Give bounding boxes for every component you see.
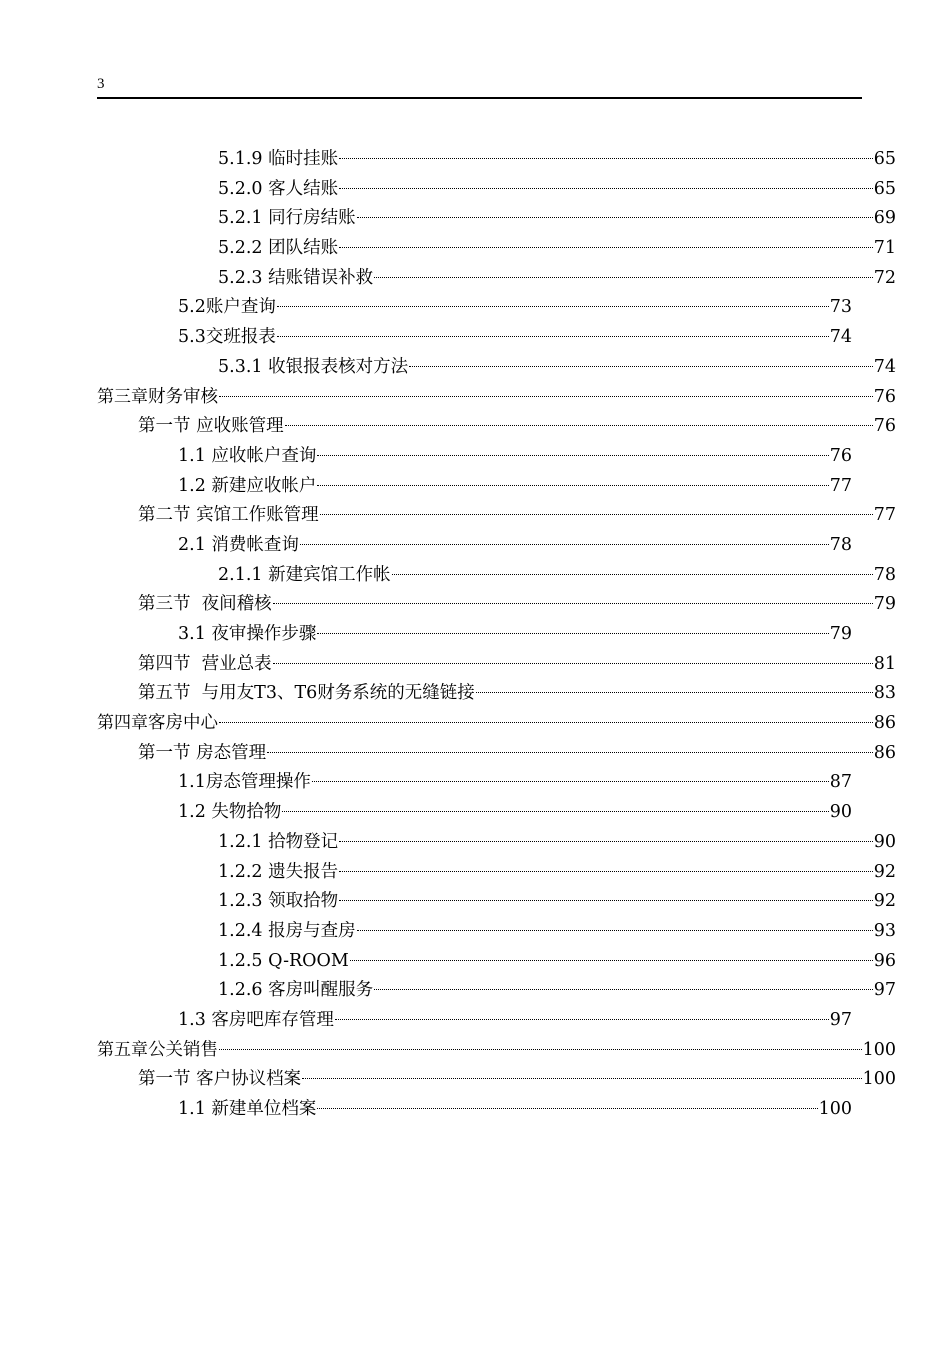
toc-entry-title: 遗失报告 [268, 861, 339, 882]
toc-entry-title: 同行房结账 [268, 208, 356, 229]
toc-entry-number: 1.1 [178, 1099, 212, 1119]
toc-entry-title: 消费帐查询 [211, 534, 299, 555]
dot-leader [339, 247, 873, 248]
toc-entry-title: 财务审核 [148, 386, 218, 407]
toc-entry-number: 5.2.1 [218, 208, 269, 229]
toc-entry[interactable] [218, 947, 896, 977]
toc-entry-title: 新建单位档案 [211, 1099, 317, 1119]
dot-leader [219, 722, 873, 723]
toc-entry-page: 69 [873, 208, 896, 229]
toc-entry-number: 第四节 [138, 653, 202, 674]
toc-entry-title: Q-ROOM [268, 950, 349, 971]
toc-entry[interactable] [218, 204, 896, 234]
toc-entry-page: 77 [873, 505, 896, 526]
toc-entry-title: 客人结账 [268, 178, 339, 199]
page-number: 3 [97, 76, 105, 92]
toc-entry-page: 74 [873, 356, 896, 377]
toc-entry-title: 客户协议档案 [196, 1069, 302, 1090]
toc-entry[interactable] [218, 234, 896, 264]
toc-entry-number: 1.2.6 [218, 980, 269, 1001]
toc-entry[interactable] [178, 472, 852, 502]
toc-entry[interactable] [218, 561, 896, 591]
toc-entry-title: 团队结账 [268, 238, 339, 259]
toc-entry-number: 第一节 [138, 742, 197, 763]
table-of-contents [0, 145, 950, 1125]
toc-entry[interactable] [138, 679, 896, 709]
dot-leader [476, 692, 873, 693]
dot-leader [374, 277, 873, 278]
toc-entry-number: 第二节 [138, 505, 197, 526]
toc-chapter-entry[interactable] [97, 709, 896, 739]
toc-entry-page: 73 [829, 297, 852, 318]
toc-entry-page: 92 [873, 891, 896, 912]
toc-entry-number: 1.2.5 [218, 950, 269, 971]
dot-leader [317, 455, 828, 456]
toc-entry-title: 客房叫醒服务 [268, 980, 374, 1001]
toc-entry[interactable] [178, 798, 852, 828]
toc-entry[interactable] [178, 620, 852, 650]
toc-entry-number: 第一节 [138, 1069, 197, 1090]
toc-entry-number: 5.3.1 [218, 356, 269, 377]
dot-leader [282, 811, 828, 812]
toc-entry-title: 拾物登记 [268, 831, 339, 852]
toc-entry[interactable] [138, 501, 896, 531]
toc-entry-page: 76 [873, 386, 896, 407]
toc-entry-page: 93 [873, 920, 896, 941]
toc-entry[interactable] [138, 590, 896, 620]
toc-entry-title: 失物拾物 [211, 802, 282, 823]
dot-leader [317, 633, 828, 634]
toc-entry-page: 97 [873, 980, 896, 1001]
toc-entry-title: 夜间稽核 [201, 594, 272, 615]
dot-leader [302, 1078, 862, 1079]
toc-entry-number: 1.2.4 [218, 920, 269, 941]
dot-leader [320, 514, 873, 515]
toc-entry-number: 1.3 [178, 1009, 212, 1030]
toc-entry-number: 1.2.2 [218, 861, 269, 882]
toc-entry-page: 87 [829, 772, 852, 793]
toc-entry[interactable] [178, 1006, 852, 1036]
toc-entry-number: 5.3 [178, 327, 206, 348]
toc-chapter-entry[interactable] [97, 1036, 896, 1066]
toc-entry[interactable] [218, 887, 896, 917]
toc-entry-page: 65 [873, 149, 896, 169]
toc-entry[interactable] [218, 353, 896, 383]
toc-entry-title: 账户查询 [205, 297, 276, 318]
dot-leader [277, 336, 829, 337]
dot-leader [339, 158, 873, 159]
toc-entry-page: 79 [873, 594, 896, 615]
toc-entry-page: 65 [873, 178, 896, 199]
toc-entry-title: 收银报表核对方法 [268, 356, 409, 377]
dot-leader [219, 1049, 862, 1050]
toc-entry-title: 结账错误补救 [268, 267, 374, 288]
toc-entry-title: 营业总表 [201, 653, 272, 674]
toc-entry-number: 1.2.1 [218, 831, 269, 852]
toc-entry-title: 客房吧库存管理 [211, 1009, 334, 1030]
toc-entry-title: 宾馆工作账管理 [196, 505, 319, 526]
toc-entry-page: 77 [829, 475, 852, 496]
dot-leader [335, 1019, 829, 1020]
toc-entry[interactable] [138, 739, 896, 769]
toc-entry-title: 房态管理操作 [205, 772, 311, 793]
toc-entry-page: 74 [829, 327, 852, 348]
toc-entry-page: 97 [829, 1009, 852, 1030]
toc-entry-title: 新建宾馆工作帐 [268, 564, 391, 585]
toc-entry[interactable] [178, 323, 852, 353]
toc-chapter-entry[interactable] [97, 383, 896, 413]
toc-entry-page: 72 [873, 267, 896, 288]
toc-entry-title: 夜审操作步骤 [211, 624, 317, 644]
toc-entry-page: 86 [873, 742, 896, 763]
toc-entry[interactable] [178, 531, 852, 561]
toc-entry[interactable] [178, 1095, 852, 1125]
toc-entry-number: 5.2.3 [218, 267, 269, 288]
toc-entry[interactable] [218, 917, 896, 947]
dot-leader [300, 544, 829, 545]
toc-entry-number: 1.2 [178, 475, 212, 496]
dot-leader [267, 752, 873, 753]
toc-entry-number: 第一节 [138, 416, 197, 437]
toc-entry-page: 96 [873, 950, 896, 971]
dot-leader [374, 989, 873, 990]
toc-entry[interactable] [218, 976, 896, 1006]
toc-entry-page: 92 [873, 861, 896, 882]
toc-entry-number: 2.1 [178, 534, 212, 555]
dot-leader [339, 900, 873, 901]
toc-entry-title: 客房中心 [148, 713, 218, 734]
toc-entry-page: 90 [873, 831, 896, 852]
dot-leader [273, 603, 873, 604]
toc-entry-number: 3.1 [178, 624, 212, 644]
header-rule [97, 97, 862, 99]
toc-entry-title: 应收帐户查询 [211, 445, 317, 466]
dot-leader [357, 930, 873, 931]
toc-entry-title: 临时挂账 [268, 149, 339, 169]
toc-entry-number: 第三章 [97, 386, 148, 407]
toc-entry[interactable] [178, 768, 852, 798]
toc-entry[interactable] [218, 858, 896, 888]
dot-leader [357, 217, 873, 218]
toc-entry-number: 第三节 [138, 594, 202, 615]
toc-entry-title: 公关销售 [148, 1039, 218, 1060]
toc-entry-number: 第五节 [138, 683, 202, 704]
toc-entry-page: 100 [862, 1069, 896, 1090]
dot-leader [219, 396, 873, 397]
dot-leader [317, 485, 828, 486]
toc-entry-page: 90 [829, 802, 852, 823]
dot-leader [350, 960, 873, 961]
toc-entry[interactable] [178, 442, 852, 472]
toc-entry[interactable] [138, 650, 896, 680]
toc-entry-page: 76 [873, 416, 896, 437]
dot-leader [409, 366, 873, 367]
toc-entry[interactable] [218, 175, 896, 205]
toc-entry-page: 100 [818, 1099, 852, 1119]
dot-leader [317, 1108, 817, 1109]
toc-entry-title: 应收账管理 [196, 416, 284, 437]
toc-entry-page: 76 [829, 445, 852, 466]
dot-leader [339, 841, 873, 842]
dot-leader [285, 425, 873, 426]
toc-entry-title: 领取拾物 [268, 891, 339, 912]
toc-entry-number: 1.2 [178, 802, 212, 823]
toc-entry[interactable] [138, 412, 896, 442]
toc-entry[interactable] [178, 293, 852, 323]
toc-entry-number: 第五章 [97, 1039, 148, 1060]
toc-entry-number: 5.1.9 [218, 149, 269, 169]
toc-entry-title: 报房与查房 [268, 920, 356, 941]
dot-leader [339, 871, 873, 872]
toc-entry-title: 交班报表 [205, 327, 276, 348]
toc-entry-number: 5.2.0 [218, 178, 269, 199]
toc-entry-page: 71 [873, 238, 896, 259]
toc-entry-number: 1.2.3 [218, 891, 269, 912]
toc-entry[interactable] [138, 1065, 896, 1095]
toc-entry-page: 83 [873, 683, 896, 704]
toc-entry-page: 81 [873, 653, 896, 674]
toc-entry-title: 新建应收帐户 [211, 475, 317, 496]
dot-leader [273, 663, 873, 664]
toc-entry[interactable] [218, 828, 896, 858]
toc-entry-number: 2.1.1 [218, 564, 269, 585]
toc-entry-title: 与用友T3、T6财务系统的无缝链接 [201, 683, 475, 704]
toc-entry-number: 1.1 [178, 445, 212, 466]
dot-leader [339, 188, 873, 189]
toc-entry-page: 78 [873, 564, 896, 585]
toc-entry-page: 100 [862, 1039, 896, 1060]
toc-entry-page: 79 [829, 624, 852, 644]
toc-entry-page: 86 [873, 713, 896, 734]
toc-entry[interactable] [218, 264, 896, 294]
toc-entry-number: 第四章 [97, 713, 148, 734]
dot-leader [277, 306, 829, 307]
toc-entry-number: 1.1 [178, 772, 206, 793]
dot-leader [392, 574, 873, 575]
toc-entry-page: 78 [829, 534, 852, 555]
toc-entry-title: 房态管理 [196, 742, 267, 763]
toc-entry[interactable] [218, 145, 896, 175]
toc-entry-number: 5.2 [178, 297, 206, 318]
toc-entry-number: 5.2.2 [218, 238, 269, 259]
dot-leader [312, 781, 829, 782]
